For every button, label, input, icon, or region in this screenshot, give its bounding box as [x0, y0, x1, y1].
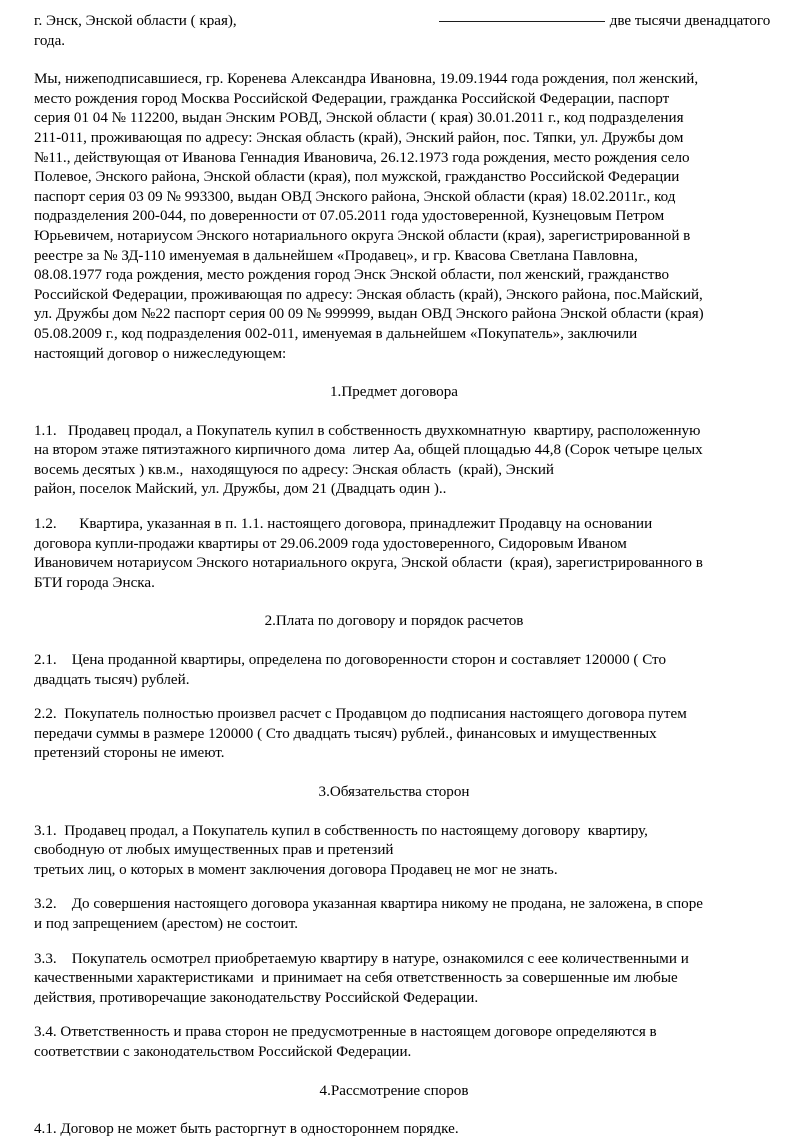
- spacer: [34, 500, 760, 515]
- place-text: г. Энск, Энской области ( края),: [34, 13, 237, 29]
- clause-line: действия, противоречащие законодательству Российской Федерации.: [34, 989, 479, 1006]
- clause-line: договора купли-продажи квартиры от 29.06.2009 года удостоверенного, Сидоровым Иваном: [34, 535, 627, 552]
- preamble-line: реестре за № ЗД-110 именуемая в дальнейшем «Продавец», и гр. Квасова Светлана Павловна,: [34, 247, 638, 264]
- clause-2-2: [34, 705, 760, 764]
- preamble-line: 211-011, проживающая по адресу: Энская область (край), Энский район, пос. Тяпки, ул. Дружбы дом: [34, 129, 684, 146]
- clause-line: передачи суммы в размере 120000 ( Сто двадцать тысяч) рублей., финансовых и имущественных: [34, 725, 657, 742]
- spacer: [34, 403, 760, 422]
- spacer: [34, 764, 760, 783]
- preamble-line: место рождения город Москва Российской Федерации, гражданка Российской Федерации, паспорт: [34, 90, 670, 107]
- spacer: [34, 1008, 760, 1023]
- clause-line: Ивановичем нотариусом Энского нотариального округа, Энской области (края), зарегистрированного в: [34, 555, 703, 572]
- preamble-line: 08.08.1977 года рождения, место рождения город Энск Энской области, пол женский, гражданство: [34, 267, 670, 284]
- clause-3-1: [34, 822, 760, 881]
- date-blank-rule[interactable]: [439, 8, 605, 22]
- section-heading-2: 2.Плата по договору и порядок расчетов: [264, 613, 524, 630]
- clause-line: 2.2. Покупатель полностью произвел расчет с Продавцом до подписания настоящего договора путем: [34, 706, 687, 723]
- spacer: [34, 690, 760, 705]
- spacer: [34, 803, 760, 822]
- clause-line: 1.2. Квартира, указанная в п. 1.1. настоящего договора, принадлежит Продавцу на основании: [34, 516, 653, 533]
- preamble-line: ул. Дружбы дом №22 паспорт серия 00 09 № 999999, выдан ОВД Энского района Энской области (края): [34, 306, 704, 323]
- clause-3-3: [34, 950, 760, 1009]
- date-tail-text: две тысячи двенадцатого: [609, 13, 771, 29]
- clause-line: 3.3. Покупатель осмотрел приобретаемую квартиру в натуре, ознакомился с еее количественными и: [34, 950, 689, 967]
- clause-1-1: [34, 422, 760, 500]
- preamble-line: настоящий договор о нижеследующем:: [34, 345, 287, 362]
- clause-line: свободную от любых имущественных прав и претензий: [34, 842, 394, 859]
- clause-3-4: [34, 1023, 760, 1062]
- section-heading-1: 1.Предмет договора: [330, 384, 458, 401]
- clause-3-2: [34, 895, 760, 934]
- preamble-line: паспорт серия 03 09 № 993300, выдан ОВД Энского района, Энской области (края) 18.02.2011г., код: [34, 188, 676, 205]
- clause-line: третьих лиц, о которых в момент заключения договора Продавец не мог не знать.: [34, 861, 558, 878]
- clause-line: 1.1. Продавец продал, а Покупатель купил в собственность двухкомнатную квартиру, расположенную: [34, 422, 701, 439]
- preamble-line: Российской Федерации, проживающая по адресу: Энская область (край), Энского района, пос.Майский,: [34, 286, 703, 303]
- clause-line: 3.1. Продавец продал, а Покупатель купил в собственность по настоящему договору квартиру,: [34, 822, 648, 839]
- clause-line: 3.4. Ответственность и права сторон не предусмотренные в настоящем договоре определяются в: [34, 1024, 657, 1041]
- clause-line: претензий стороны не имеют.: [34, 745, 225, 762]
- preamble-line: №11., действующая от Иванова Геннадия Ивановича, 26.12.1973 года рождения, место рождения село: [34, 149, 690, 166]
- document-body: [34, 8, 771, 1140]
- spacer: [34, 935, 760, 950]
- clause-line: 4.1. Договор не может быть расторгнут в одностороннем порядке.: [34, 1121, 459, 1138]
- preamble-line: подразделения 200-044, по доверенности от 07.05.2011 года удостоверенной, Кузнецовым Петром: [34, 208, 665, 225]
- spacer: [34, 364, 760, 383]
- clause-2-1: [34, 651, 760, 690]
- section-heading-3: 3.Обязательства сторон: [318, 784, 470, 800]
- spacer: [34, 593, 760, 612]
- header-year-word: года.: [34, 32, 66, 49]
- preamble-paragraph: [34, 70, 760, 364]
- header-place-and-date-line: [34, 8, 771, 32]
- preamble-line: 05.08.2009 г., код подразделения 002-011, именуемая в дальнейшем «Покупатель», заключили: [34, 325, 638, 342]
- clause-line: соответствии с законодательством Российской Федерации.: [34, 1043, 412, 1060]
- spacer: [34, 1063, 760, 1082]
- preamble-line: Юрьевичем, нотариусом Энского нотариального округа Энской области (края), зарегистрированной в: [34, 227, 691, 244]
- spacer: [34, 1101, 760, 1120]
- clause-4-1: [34, 1120, 760, 1140]
- clause-line: 2.1. Цена проданной квартиры, определена по договоренности сторон и составляет 120000 ( Сто: [34, 652, 667, 669]
- clause-line: и под запрещением (арестом) не состоит.: [34, 915, 298, 932]
- preamble-line: серия 01 04 № 112200, выдан Энским РОВД, Энской области ( края) 30.01.2011 г., код подразделения: [34, 110, 684, 127]
- preamble-line: Мы, нижеподписавшиеся, гр. Коренева Александра Ивановна, 19.09.1944 года рождения, пол женский,: [34, 71, 699, 88]
- clause-line: 3.2. До совершения настоящего договора указанная квартира никому не продана, не заложена, в споре: [34, 896, 703, 913]
- clause-line: район, поселок Майский, ул. Дружбы, дом 21 (Двадцать один )..: [34, 481, 447, 498]
- clause-line: на втором этаже пятиэтажного кирпичного дома литер Аа, общей площадью 44,8 (Сорок четыре целых: [34, 442, 703, 459]
- section-heading-4: 4.Рассмотрение споров: [319, 1082, 469, 1099]
- spacer: [34, 632, 760, 651]
- clause-line: двадцать тысяч) рублей.: [34, 671, 190, 688]
- document-header: [34, 8, 771, 51]
- clause-line: качественными характеристиками и принимает на себя ответственность за совершенные им любые: [34, 970, 678, 987]
- preamble-line: Полевое, Энского района, Энской области (края), пол мужской, гражданство Российской Федерации: [34, 169, 680, 186]
- clause-line: восемь десятых ) кв.м., находящуюся по адресу: Энская область (край), Энский: [34, 461, 554, 478]
- spacer: [34, 880, 760, 895]
- spacer: [34, 51, 760, 70]
- clause-line: БТИ города Энска.: [34, 574, 155, 591]
- clause-1-2: [34, 515, 760, 593]
